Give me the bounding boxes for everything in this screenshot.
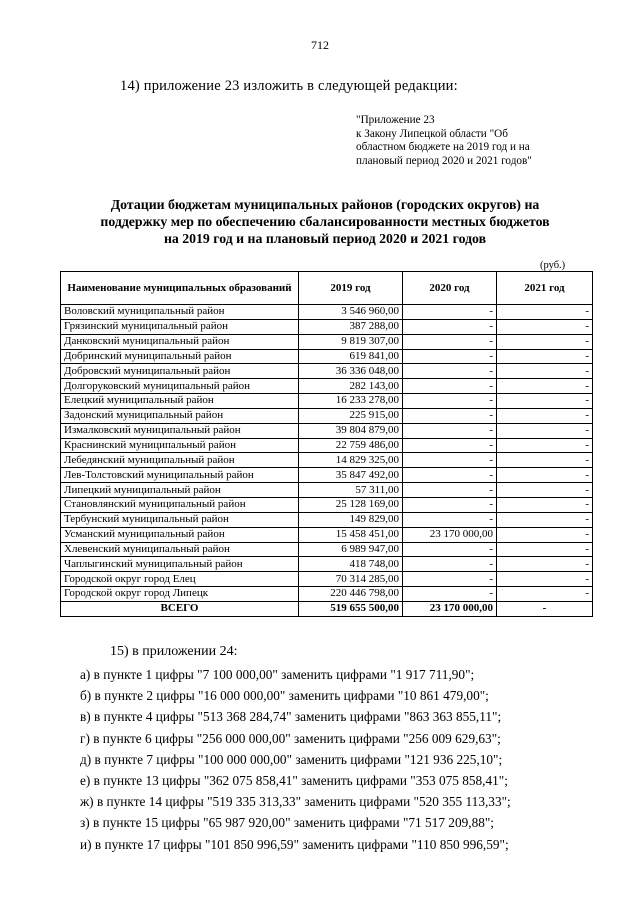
cell-2021: - (497, 305, 593, 320)
cell-name: Добровский муниципальный район (61, 364, 299, 379)
appendix-note-line: плановый период 2020 и 2021 годов" (356, 154, 532, 167)
table-row (61, 527, 593, 542)
cell-2019: 22 759 486,00 (299, 438, 403, 453)
intro-line: 14) приложение 23 изложить в следующей редакции: (120, 78, 458, 94)
cell-2021: - (497, 364, 593, 379)
cell-2019: 9 819 307,00 (299, 334, 403, 349)
table-row (61, 483, 593, 498)
title-line: Дотации бюджетам муниципальных районов (городских округов) на (110, 197, 540, 212)
column-header-2021: 2021 год (497, 272, 593, 305)
cell-name: Воловский муниципальный район (61, 305, 299, 320)
cell-2021: - (497, 542, 593, 557)
amendment-item: и) в пункте 17 цифры "101 850 996,59" заменить цифрами "110 850 996,59"; (80, 836, 509, 852)
cell-name: Тербунский муниципальный район (61, 512, 299, 527)
total-2020: 23 170 000,00 (403, 601, 497, 616)
cell-2021: - (497, 379, 593, 394)
column-header-2020: 2020 год (403, 272, 497, 305)
cell-name: Лебедянский муниципальный район (61, 453, 299, 468)
table-row (61, 334, 593, 349)
units-label: (руб.) (540, 260, 566, 271)
cell-name: Задонский муниципальный район (61, 408, 299, 423)
grants-table (60, 271, 593, 617)
cell-2020: - (403, 453, 497, 468)
table-body (61, 305, 593, 617)
cell-2021: - (497, 334, 593, 349)
column-header-name: Наименование муниципальных образований (61, 272, 299, 305)
cell-2019: 6 989 947,00 (299, 542, 403, 557)
cell-name: Добринский муниципальный район (61, 349, 299, 364)
cell-2021: - (497, 483, 593, 498)
cell-2021: - (497, 319, 593, 334)
table-row (61, 394, 593, 409)
cell-2021: - (497, 423, 593, 438)
cell-2020: - (403, 408, 497, 423)
cell-2020: - (403, 438, 497, 453)
cell-name: Данковский муниципальный район (61, 334, 299, 349)
cell-2020: - (403, 557, 497, 572)
cell-2019: 149 829,00 (299, 512, 403, 527)
table-row (61, 305, 593, 320)
cell-name: Измалковский муниципальный район (61, 423, 299, 438)
cell-2020: - (403, 587, 497, 602)
cell-2020: - (403, 483, 497, 498)
cell-2019: 15 458 451,00 (299, 527, 403, 542)
amendment-item: г) в пункте 6 цифры "256 000 000,00" заменить цифрами "256 009 629,63"; (80, 730, 501, 746)
table-row (61, 319, 593, 334)
table-row (61, 497, 593, 512)
cell-2020: - (403, 572, 497, 587)
table-row (61, 408, 593, 423)
total-label: ВСЕГО (61, 601, 299, 616)
table-row (61, 379, 593, 394)
cell-name: Липецкий муниципальный район (61, 483, 299, 498)
amendment-item: б) в пункте 2 цифры "16 000 000,00" заменить цифрами "10 861 479,00"; (80, 688, 489, 704)
cell-2020: - (403, 468, 497, 483)
cell-2020: - (403, 364, 497, 379)
appendix-note (356, 114, 566, 168)
amendment-item: з) в пункте 15 цифры "65 987 920,00" заменить цифрами "71 517 209,88"; (80, 815, 494, 831)
table-row (61, 349, 593, 364)
cell-name: Краснинский муниципальный район (61, 438, 299, 453)
cell-name: Грязинский муниципальный район (61, 319, 299, 334)
table-row (61, 542, 593, 557)
cell-2020: - (403, 423, 497, 438)
cell-2019: 39 804 879,00 (299, 423, 403, 438)
cell-2019: 57 311,00 (299, 483, 403, 498)
cell-2020: - (403, 349, 497, 364)
cell-name: Хлевенский муниципальный район (61, 542, 299, 557)
cell-2019: 220 446 798,00 (299, 587, 403, 602)
cell-2019: 418 748,00 (299, 557, 403, 572)
page-number: 712 (311, 38, 329, 52)
total-2021: - (497, 601, 593, 616)
column-header-2019: 2019 год (299, 272, 403, 305)
cell-2021: - (497, 438, 593, 453)
cell-2020: 23 170 000,00 (403, 527, 497, 542)
cell-2020: - (403, 319, 497, 334)
cell-name: Становлянский муниципальный район (61, 497, 299, 512)
cell-2020: - (403, 542, 497, 557)
appendix-note-line: к Закону Липецкой области "Об (356, 127, 508, 140)
amendments-list (80, 664, 620, 855)
cell-2021: - (497, 572, 593, 587)
table-row (61, 468, 593, 483)
cell-2019: 14 829 325,00 (299, 453, 403, 468)
cell-2019: 387 288,00 (299, 319, 403, 334)
appendix-note-line: областном бюджете на 2019 год и на (356, 141, 530, 153)
document-title (60, 196, 590, 247)
cell-name: Городской округ город Липецк (61, 587, 299, 602)
cell-name: Лев-Толстовский муниципальный район (61, 468, 299, 483)
cell-2019: 16 233 278,00 (299, 394, 403, 409)
total-2019: 519 655 500,00 (299, 601, 403, 616)
table-row (61, 364, 593, 379)
cell-2020: - (403, 497, 497, 512)
table-row (61, 572, 593, 587)
cell-2021: - (497, 557, 593, 572)
cell-name: Усманский муниципальный район (61, 527, 299, 542)
title-line: на 2019 год и на плановый период 2020 и 2021 годов (163, 231, 487, 246)
cell-2019: 25 128 169,00 (299, 497, 403, 512)
amendment-item: а) в пункте 1 цифры "7 100 000,00" заменить цифрами "1 917 711,90"; (80, 667, 475, 682)
amendment-item: д) в пункте 7 цифры "100 000 000,00" заменить цифрами "121 936 225,10"; (80, 751, 503, 767)
cell-2021: - (497, 512, 593, 527)
cell-2021: - (497, 453, 593, 468)
cell-2019: 225 915,00 (299, 408, 403, 423)
cell-2020: - (403, 334, 497, 349)
cell-2021: - (497, 527, 593, 542)
table-header-row (61, 272, 593, 305)
table-row (61, 557, 593, 572)
cell-2019: 3 546 960,00 (299, 305, 403, 320)
table-row (61, 453, 593, 468)
cell-2019: 70 314 285,00 (299, 572, 403, 587)
cell-2020: - (403, 394, 497, 409)
appendix-note-line: "Приложение 23 (356, 114, 435, 126)
amendment-item: в) в пункте 4 цифры "513 368 284,74" заменить цифрами "863 363 855,11"; (80, 709, 502, 725)
title-line: поддержку мер по обеспечению сбалансированности местных бюджетов (100, 214, 550, 229)
table-row (61, 587, 593, 602)
cell-2019: 282 143,00 (299, 379, 403, 394)
cell-2019: 619 841,00 (299, 349, 403, 364)
cell-name: Городской округ город Елец (61, 572, 299, 587)
cell-name: Елецкий муниципальный район (61, 394, 299, 409)
cell-2019: 35 847 492,00 (299, 468, 403, 483)
table-row (61, 512, 593, 527)
cell-2021: - (497, 468, 593, 483)
cell-name: Чаплыгинский муниципальный район (61, 557, 299, 572)
cell-2021: - (497, 497, 593, 512)
cell-name: Долгоруковский муниципальный район (61, 379, 299, 394)
cell-2019: 36 336 048,00 (299, 364, 403, 379)
cell-2021: - (497, 394, 593, 409)
table-row (61, 423, 593, 438)
amendment-item: е) в пункте 13 цифры "362 075 858,41" заменить цифрами "353 075 858,41"; (80, 772, 508, 788)
amendment-item: ж) в пункте 14 цифры "519 335 313,33" заменить цифрами "520 355 113,33"; (80, 794, 511, 810)
cell-2021: - (497, 408, 593, 423)
cell-2020: - (403, 305, 497, 320)
cell-2021: - (497, 587, 593, 602)
table-total-row (61, 601, 593, 616)
cell-2020: - (403, 379, 497, 394)
cell-2020: - (403, 512, 497, 527)
cell-2021: - (497, 349, 593, 364)
table-row (61, 438, 593, 453)
amendments-heading: 15) в приложении 24: (110, 644, 238, 659)
